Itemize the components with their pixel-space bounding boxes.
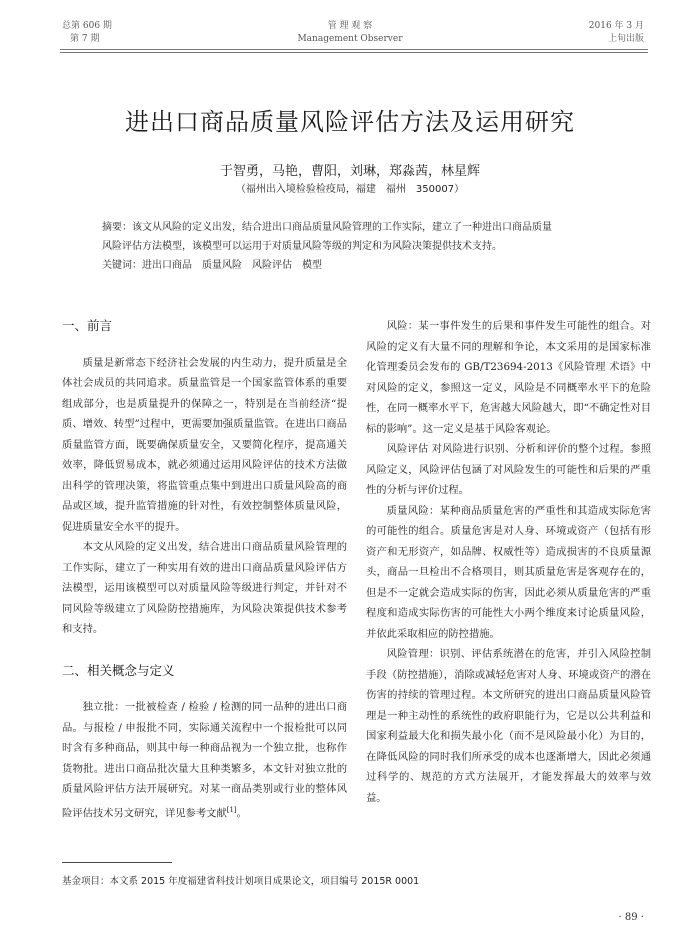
paragraph: 风险评估 对风险进行识别、分析和评价的整个过程。参照风险定义，风险评估包涵了对风险发生的可能性和后果的严重性的分析与评价过程。 (366, 443, 651, 496)
header-date (589, 20, 644, 46)
left-column (62, 316, 347, 823)
paragraph: 风险管理：识别、评估系统潜在的危害，并引入风险控制手段（防控措施），消除或减轻危害对人身、环境或资产的潜在伤害的持续的管理过程。本文所研究的进出口商品质量风险管理是一种主动性的系统性的政府职能行为，它是以公共利益和国家利益最大化和损失最小化（而不是风险最小化）为目的，在降低风险的同时我们所承受的成本也逐渐增大，因此必须通过科学的、规范的方式方法展开，才能发挥最大的效率与效益。 (366, 648, 651, 804)
journal-name-en: Management Observer (297, 34, 403, 44)
article-title: 进出口商品质量风险评估方法及运用研究 (125, 108, 575, 136)
article-authors: 于智勇，马艳，曹阳，刘琳，郑淼茜，林星辉 (219, 164, 480, 179)
issue-total: 总第 606 期 (62, 21, 112, 31)
paragraph-end: 。 (236, 806, 247, 819)
journal-name-cn: 管 理 观 察 (327, 21, 373, 31)
reference-citation[interactable]: [1] (226, 805, 237, 814)
footnote-rule (62, 862, 172, 863)
header-rule-bottom (60, 52, 648, 53)
page-number: · 89 · (618, 912, 644, 923)
publish-date: 2016 年 3 月 (588, 21, 644, 31)
paragraph (62, 697, 347, 823)
section-heading-concepts: 二、相关概念与定义 (62, 662, 175, 678)
publish-period: 上旬出版 (607, 34, 644, 44)
keywords: 关键词：进出口商品 质量风险 风险评估 模型 (102, 260, 322, 271)
right-column (366, 316, 651, 808)
paragraph: 本文从风险的定义出发，结合进出口商品质量风险管理的工作实际，建立了一种实用有效的进出口商品质量风险评估方法模型，运用该模型可以对质量风险等级进行判定，并针对不同风险等级建立了风险防控措施库，为风险决策提供技术参考和支持。 (62, 541, 347, 635)
header-rule-top (60, 49, 648, 50)
abstract-line-1: 摘要：该文从风险的定义出发，结合进出口商品质量风险管理的工作实际，建立了一种进出口商品质量 (102, 222, 552, 233)
abstract-block (102, 218, 622, 275)
paragraph-text: 独立批：一批被检查 / 检验 / 检测的同一品种的进出口商品。与报检 / 申报批不同，实际通关流程中一个报检批可以同时含有多种商品，则其中每一种商品视为一个独立批，也称作货物批。进出口商品批次量大且种类繁多，本文针对独立批的质量风险评估方法开展研究。对某一商品类别或行业的整体风险评估技术另文研究，详见参考文献 (62, 701, 347, 819)
issue-number: 第 7 期 (70, 34, 100, 44)
paragraph: 风险：某一事件发生的后果和事件发生可能性的组合。对风险的定义有大量不同的理解和争论，本文采用的是国家标准化管理委员会发布的 GB/T23694-2013《风险管理 术语》中对风险的定义，参照这一定义，风险是不同概率水平下的危险性，在同一概率水平下，危害越大风险越大，即“不确定性对目标的影响”。这一定义是基于风险客观论。 (366, 320, 651, 435)
author-affiliation: （福州出入境检验检疫局，福建 福州 350007） (235, 184, 465, 195)
paragraph: 质量是新常态下经济社会发展的内生动力，提升质量是全体社会成员的共同追求。质量监管是一个国家监管体系的重要组成部分，也是质量提升的保障之一，特别是在当前经济“提质、增效、转型”过程中，更需要加强质量监管。在进出口商品质量监管方面，既要确保质量安全，又要简化程序，提高通关效率，降低贸易成本，就必须通过运用风险评估的技术方法做出科学的管理决策，将监管重点集中到进出口质量风险高的商品或区域，提升监管措施的针对性，有效控制整体质量风险，促进质量安全水平的提升。 (62, 356, 347, 533)
paragraph: 质量风险：某种商品质量危害的严重性和其造成实际危害的可能性的组合。质量危害是对人身、环境或资产（包括有形资产和无形资产，如品牌、权威性等）造成损害的不良质量源头，商品一旦检出不合格项目，则其质量危害是客观存在的，但是不一定就会造成实际的伤害，因此必须从质量危害的严重程度和造成实际伤害的可能性大小两个维度来讨论质量风险，并依此采取相应的防控措施。 (366, 504, 651, 640)
abstract-line-2: 风险评估方法模型，该模型可以运用于对质量风险等级的判定和为风险决策提供技术支持。 (102, 241, 502, 252)
section-heading-intro: 一、前言 (62, 318, 113, 333)
funding-footnote: 基金项目：本文系 2015 年度福建省科技计划项目成果论文，项目编号 2015R 0001 (62, 876, 420, 887)
